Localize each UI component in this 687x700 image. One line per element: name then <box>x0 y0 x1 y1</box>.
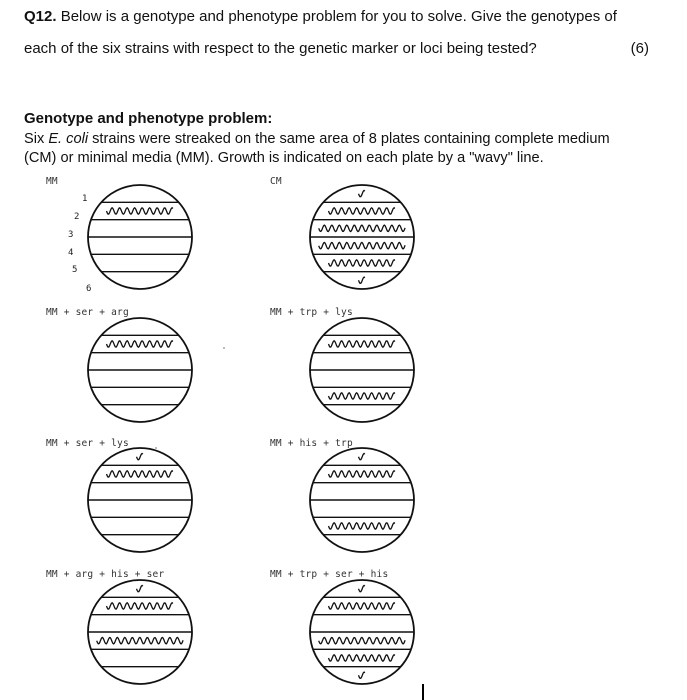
plate-label-ser-lys: MM + ser + lys <box>46 438 129 449</box>
question-number: Q12. <box>24 8 57 25</box>
strain-number-5: 5 <box>72 265 78 275</box>
plate-6 <box>310 448 414 552</box>
plate-label-arg-his-ser: MM + arg + his + ser <box>46 569 165 580</box>
stray-dot <box>155 447 157 449</box>
intro-text-a: Six <box>24 131 49 147</box>
plate-4 <box>310 318 414 422</box>
plate-label-his-trp: MM + his + trp <box>270 438 353 449</box>
question-line-2: each of the six strains with respect to the genetic marker or loci being tested? <box>24 40 537 57</box>
plate-label-cm: CM <box>270 176 282 187</box>
intro-line-2: (CM) or minimal media (MM). Growth is indicated on each plate by a "wavy" line. <box>24 150 544 166</box>
plate-2 <box>310 185 414 289</box>
stray-dot <box>223 347 225 349</box>
intro-text-b: strains were streaked on the same area of 8 plates containing complete medium <box>88 131 610 147</box>
section-title: Genotype and phenotype problem: <box>24 110 273 127</box>
question-text-1: Below is a genotype and phenotype problem for you to solve. Give the genotypes of <box>56 8 617 25</box>
strain-number-1: 1 <box>82 194 88 204</box>
question-points: (6) <box>630 40 649 57</box>
text-cursor <box>422 684 424 700</box>
plate-3 <box>88 318 192 422</box>
species-name: E. coli <box>48 131 89 147</box>
plate-label-ser-arg: MM + ser + arg <box>46 307 129 318</box>
strain-number-2: 2 <box>74 212 80 222</box>
plate-8 <box>310 580 414 684</box>
plate-label-trp-lys: MM + trp + lys <box>270 307 353 318</box>
strain-number-4: 4 <box>68 248 74 258</box>
plate-1 <box>88 185 192 289</box>
plate-7 <box>88 580 192 684</box>
plate-label-mm: MM <box>46 176 58 187</box>
plate-5 <box>88 448 192 552</box>
strain-number-3: 3 <box>68 230 74 240</box>
strain-number-6: 6 <box>86 284 92 294</box>
plate-label-trp-ser-his: MM + trp + ser + his <box>270 569 389 580</box>
